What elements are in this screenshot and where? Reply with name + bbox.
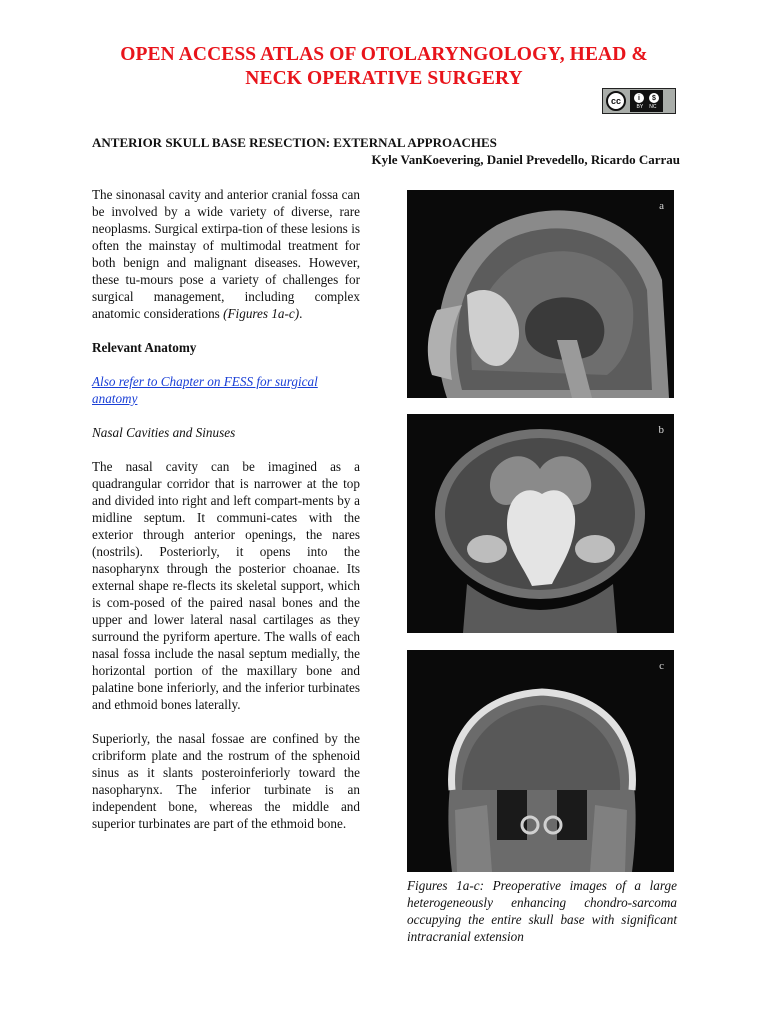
superior-paragraph: Superiorly, the nasal fossae are confined by the cribriform plate and the rostrum of the sphenoid sinus as it slants posteroinferiorly toward the nasopharynx. The inferior turbinate is an independent bone, whereas the middle and superior turbinates are part of the ethmoid bone. [92, 731, 360, 831]
cc-license-badge[interactable] [602, 88, 676, 114]
figure-1a-sagittal-mri [407, 190, 674, 398]
noncommercial-icon: $ [648, 92, 660, 104]
license-terms [630, 90, 663, 112]
figure-1b-coronal-mri [407, 414, 674, 633]
main-text-column [92, 186, 360, 849]
figure-label-a: a [659, 200, 664, 212]
article-authors: Kyle VanKoevering, Daniel Prevedello, Ricardo Carrau [371, 152, 680, 167]
atlas-title-line1: OPEN ACCESS ATLAS OF OTOLARYNGOLOGY, HEAD & [120, 44, 648, 65]
figure-reference: (Figures 1a-c) [223, 306, 300, 321]
figure-1c-coronal-ct [407, 650, 674, 872]
attribution-icon: i [633, 92, 645, 104]
subheading-nasal-cavities: Nasal Cavities and Sinuses [92, 425, 236, 440]
figure-caption: Figures 1a-c: Preoperative images of a large heterogeneously enhancing chondro-sarcoma occupying the entire skull base with significant intracranial extension [407, 878, 677, 944]
nasal-cavity-paragraph: The nasal cavity can be imagined as a quadrangular corridor that is narrower at the top and divided into right and left compart-ments by a midline septum. It communi-cates with the exterior through anterior openings, the nares (nostrils). Posteriorly, it opens into the nasopharynx through the posterior choanae. Its external shape re-flects its skeletal support, which is com-posed of the paired nasal bones and the upper and lower lateral nasal cartilages as they surround the pyriform aperture. The walls of each nasal fossa include the nasal septum medially, the horizontal portion of the maxillary bone and palatine bone inferiorly, and the inferior turbinates and ethmoid bones laterally. [92, 459, 360, 712]
figure-label-c: c [659, 660, 664, 672]
license-nc-label: NC [649, 104, 657, 110]
coronal-mri-image [407, 414, 674, 633]
article-title: ANTERIOR SKULL BASE RESECTION: EXTERNAL APPROACHES [92, 135, 497, 150]
license-by-label: BY [636, 104, 644, 110]
coronal-ct-image [407, 650, 674, 872]
atlas-title-line2: NECK OPERATIVE SURGERY [245, 68, 523, 89]
atlas-title [60, 43, 708, 91]
figure-label-b: b [658, 424, 664, 436]
creative-commons-icon: cc [606, 91, 626, 111]
fess-chapter-link[interactable]: Also refer to Chapter on FESS for surgical anatomy [92, 374, 318, 406]
intro-paragraph: The sinonasal cavity and anterior cranial fossa can be involved by a wide variety of diverse, rare neoplasms. Surgical extirpa-tion of these lesions is often the mainstay of multimodal treatment for both benign and malignant diseases. However, these tu-mours pose a variety of challenges for surgical management, including complex anatomic considerations (Figures 1a-c). [92, 187, 360, 321]
section-heading-anatomy: Relevant Anatomy [92, 340, 197, 355]
sagittal-mri-image [407, 190, 674, 398]
